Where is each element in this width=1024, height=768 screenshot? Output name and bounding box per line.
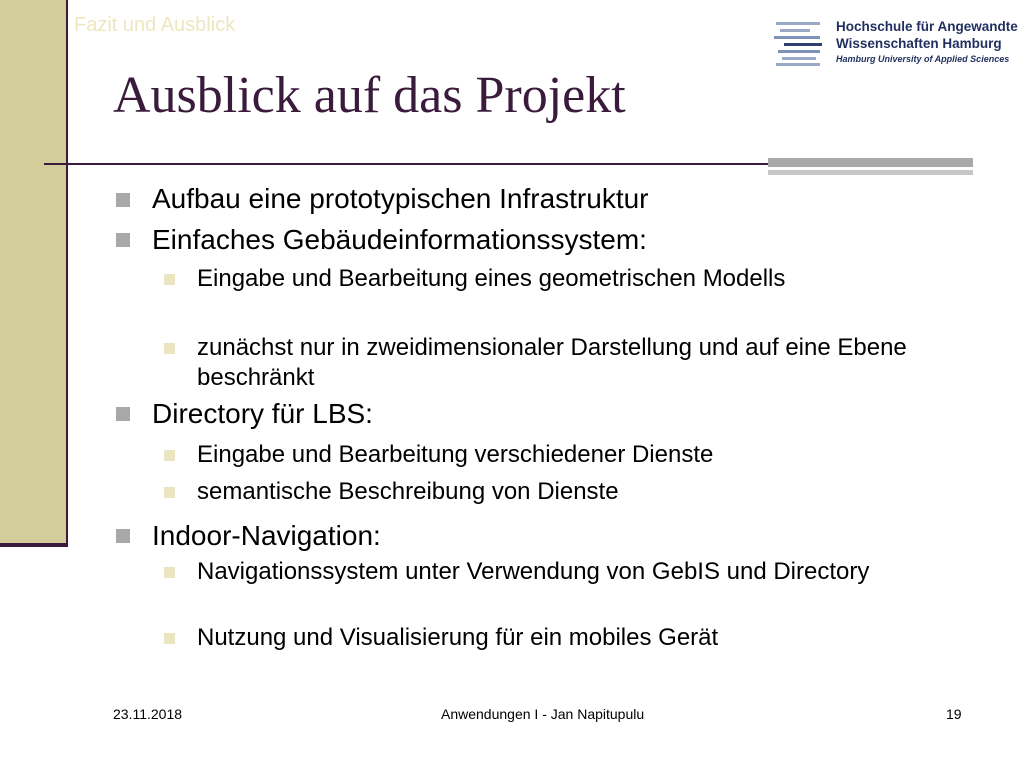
sub-bullet-marker	[164, 274, 175, 285]
footer-date: 23.11.2018	[113, 706, 183, 722]
sub-bullet-item: Nutzung und Visualisierung für ein mobiles Gerät	[197, 624, 719, 651]
bullet-item: Indoor-Navigation:	[152, 520, 381, 551]
bullet-item: Aufbau eine prototypischen Infrastruktur	[152, 183, 649, 214]
sub-bullet-item: Navigationssystem unter Verwendung von GebIS und Directory	[197, 558, 870, 585]
logo-line-2: Wissenschaften Hamburg	[836, 36, 1002, 51]
sub-bullet-item: Eingabe und Bearbeitung verschiedener Dienste	[197, 441, 714, 468]
sub-bullet-marker	[164, 633, 175, 644]
footer-center: Anwendungen I - Jan Napitupulu	[441, 706, 645, 722]
bullet-item: Directory für LBS:	[152, 398, 373, 429]
sub-bullet-item: Eingabe und Bearbeitung eines geometrischen Modells	[197, 265, 786, 292]
logo-line-3: Hamburg University of Applied Sciences	[836, 54, 1010, 64]
bullet-marker	[116, 407, 130, 421]
slide-title: Ausblick auf das Projekt	[113, 67, 626, 124]
sub-bullet-marker	[164, 343, 175, 354]
sub-bullet-marker	[164, 450, 175, 461]
bullet-marker	[116, 529, 130, 543]
bullet-marker	[116, 193, 130, 207]
sub-bullet-marker	[164, 487, 175, 498]
section-label: Fazit und Ausblick	[74, 14, 236, 36]
sub-bullet-item: semantische Beschreibung von Dienste	[197, 478, 619, 505]
bullet-marker	[116, 233, 130, 247]
page-number: 19	[946, 706, 962, 722]
sub-bullet-marker	[164, 567, 175, 578]
sub-bullet-item: zunächst nur in zweidimensionaler Darstellung und auf eine Ebene beschränkt	[197, 334, 907, 391]
bullet-item: Einfaches Gebäudeinformationssystem:	[152, 224, 647, 255]
logo-line-1: Hochschule für Angewandte	[836, 19, 1018, 34]
